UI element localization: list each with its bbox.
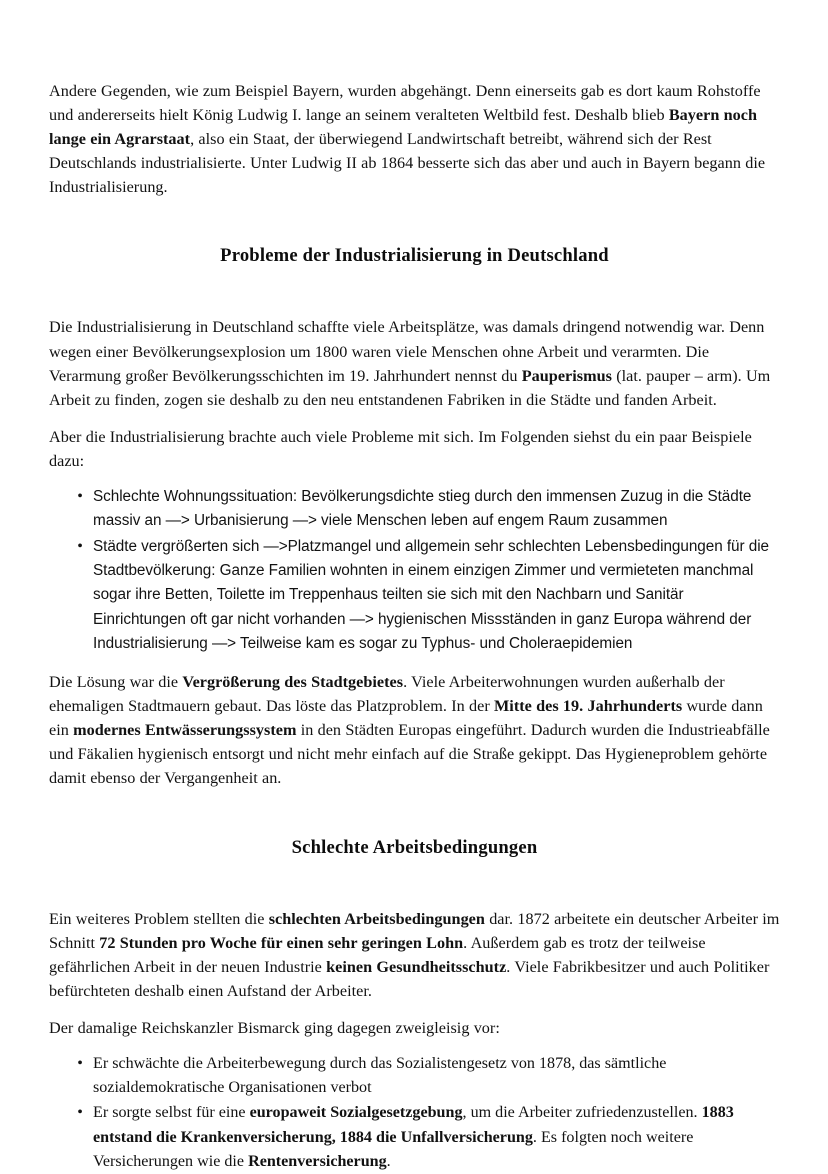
body-text: Er schwächte die Arbeiterbewegung durch das Sozialistengesetz von 1878, das sämtliche sozialdemokratische Organisationen verbot [93,1055,667,1097]
emphasis-text: Mitte des 19. Jahrhunderts [494,697,683,716]
body-text: Andere Gegenden, wie zum Beispiel Bayern, wurden abgehängt. Denn einerseits gab es dort kaum Rohstoffe und andererseits hielt König Ludwig I. lange an seinem veralteten Weltbild fest. Deshalb blieb [49,82,761,125]
list-item-sozialistengesetz [49,1052,780,1100]
body-text: Schlechte Wohnungssituation: Bevölkerungsdichte stieg durch den immensen Zuzug in die Städte massiv an —> Urbanisierung —> viele Menschen leben auf engem Raum zusammen [93,488,752,530]
body-text: Städte vergrößerten sich —>Platzmangel und allgemein sehr schlechten Lebensbedingungen für die Stadtbevölkerung: Ganze Familien wohnten in einem einzigen Zimmer und vermieteten manchmal sogar ihre Betten, Toilette im Treppenhaus teilten sie sich mit den Nachbarn und Sanitär Einrichtungen oft gar nicht vorhanden —> hygienischen Missständen in ganz Europa während der Industrialisierung —> Teilweise kam es sogar zu Typhus- und Choleraepidemien [93,537,770,652]
body-text: Die Lösung war die [49,673,183,692]
list-bismarck-massnahmen [49,1052,780,1174]
body-text: , also ein Staat, der überwiegend Landwirtschaft betreibt, während sich der Rest Deutschlands industrialisierte. Unter Ludwig II ab 1864 besserte sich das aber und auch in Bayern begann die Industrialisierung. [49,130,766,197]
emphasis-text: schlechten Arbeitsbedingungen [268,909,485,928]
vertical-spacer [49,791,780,835]
vertical-spacer [49,1040,780,1052]
body-text: . Es folgten noch weitere Versicherungen wie die [93,1128,694,1170]
paragraph-bayern-agrarstaat [49,79,780,199]
bullet-icon: • [77,537,83,555]
list-probleme [49,485,780,656]
emphasis-text: Rentenversicherung [248,1152,387,1170]
emphasis-text: 1883 entstand die Krankenversicherung, 1884 die Unfallversicherung [93,1104,734,1146]
body-text: , um die Arbeiter zufriedenzustellen. [462,1104,702,1122]
body-text: wurde dann ein [49,697,763,740]
paragraph-loesung-stadtgebiet [49,670,780,790]
list-item-wohnungssituation [49,485,780,534]
list-item-text [93,1104,734,1169]
vertical-spacer [49,199,780,243]
list-item-text [93,538,769,652]
document-body [49,79,780,1174]
list-item-platzmangel [49,535,780,656]
emphasis-text: europaweit Sozialgesetzgebung [249,1104,463,1122]
heading-probleme-der-industrialisierung: Probleme der Industrialisierung in Deutschland [220,245,609,267]
heading-schlechte-arbeitsbedingungen: Schlechte Arbeitsbedingungen [291,836,538,858]
body-text: Er sorgte selbst für eine [93,1104,250,1122]
emphasis-text: Pauperismus [521,366,612,385]
body-text: Die Industrialisierung in Deutschland schaffte viele Arbeitsplätze, was damals dringend notwendig war. Denn wegen einer Bevölkerungsexplosion um 1800 waren viele Menschen ohne Arbeit und verarmten. Die Verarmung großer Bevölkerungsschichten im 19. Jahrhundert nennst du [49,318,765,385]
body-text: Der damalige Reichskanzler Bismarck ging dagegen zweigleisig vor: [49,1018,500,1037]
body-text: . [386,1152,391,1170]
list-item-sozialgesetzgebung [49,1101,780,1174]
paragraph-pauperismus [49,315,780,411]
body-text: . Außerdem gab es trotz der teilweise gefährlichen Arbeit in der neuen Industrie [49,933,706,976]
body-text: . Viele Arbeiterwohnungen wurden außerhalb der ehemaligen Stadtmauern gebaut. Das löste das Platzproblem. In der [49,673,725,716]
vertical-spacer [49,269,780,315]
vertical-spacer [49,656,780,670]
emphasis-text: Vergrößerung des Stadtgebietes [182,673,404,692]
body-text: in den Städten Europas eingeführt. Dadurch wurden die Industrieabfälle und Fäkalien hygienisch entsorgt und nicht mehr einfach auf die Straße gekippt. Das Hygieneproblem gehörte damit ebenso der Vergangenheit an. [49,721,770,788]
paragraph-probleme-einleitung [49,425,780,473]
emphasis-text: Bayern noch lange ein Agrarstaat [49,106,757,149]
body-text: dar. 1872 arbeitete ein deutscher Arbeiter im Schnitt [49,909,780,952]
bullet-icon: • [77,488,83,506]
paragraph-bismarck-einleitung [49,1016,780,1040]
body-text: . Viele Fabrikbesitzer und auch Politiker befürchteten deshalb einen Aufstand der Arbeiter. [49,957,770,1000]
body-text: Ein weiteres Problem stellten die [49,909,269,928]
body-text: (lat. pauper – arm). Um Arbeit zu finden, zogen sie deshalb zu den neu entstandenen Fabriken in die Städte und fanden Arbeit. [49,366,771,409]
body-text: Aber die Industrialisierung brachte auch viele Probleme mit sich. Im Folgenden siehst du ein paar Beispiele dazu: [49,427,752,470]
list-item-text [93,488,751,529]
emphasis-text: modernes Entwässerungssystem [73,721,297,740]
list-item-text [93,1055,666,1096]
bullet-icon: • [77,1055,83,1073]
emphasis-text: 72 Stunden pro Woche für einen sehr geringen Lohn [99,933,464,952]
vertical-spacer [49,861,780,907]
vertical-spacer [49,473,780,485]
emphasis-text: keinen Gesundheitsschutz [326,957,507,976]
paragraph-arbeitsbedingungen [49,907,780,1003]
bullet-icon: • [77,1104,83,1122]
